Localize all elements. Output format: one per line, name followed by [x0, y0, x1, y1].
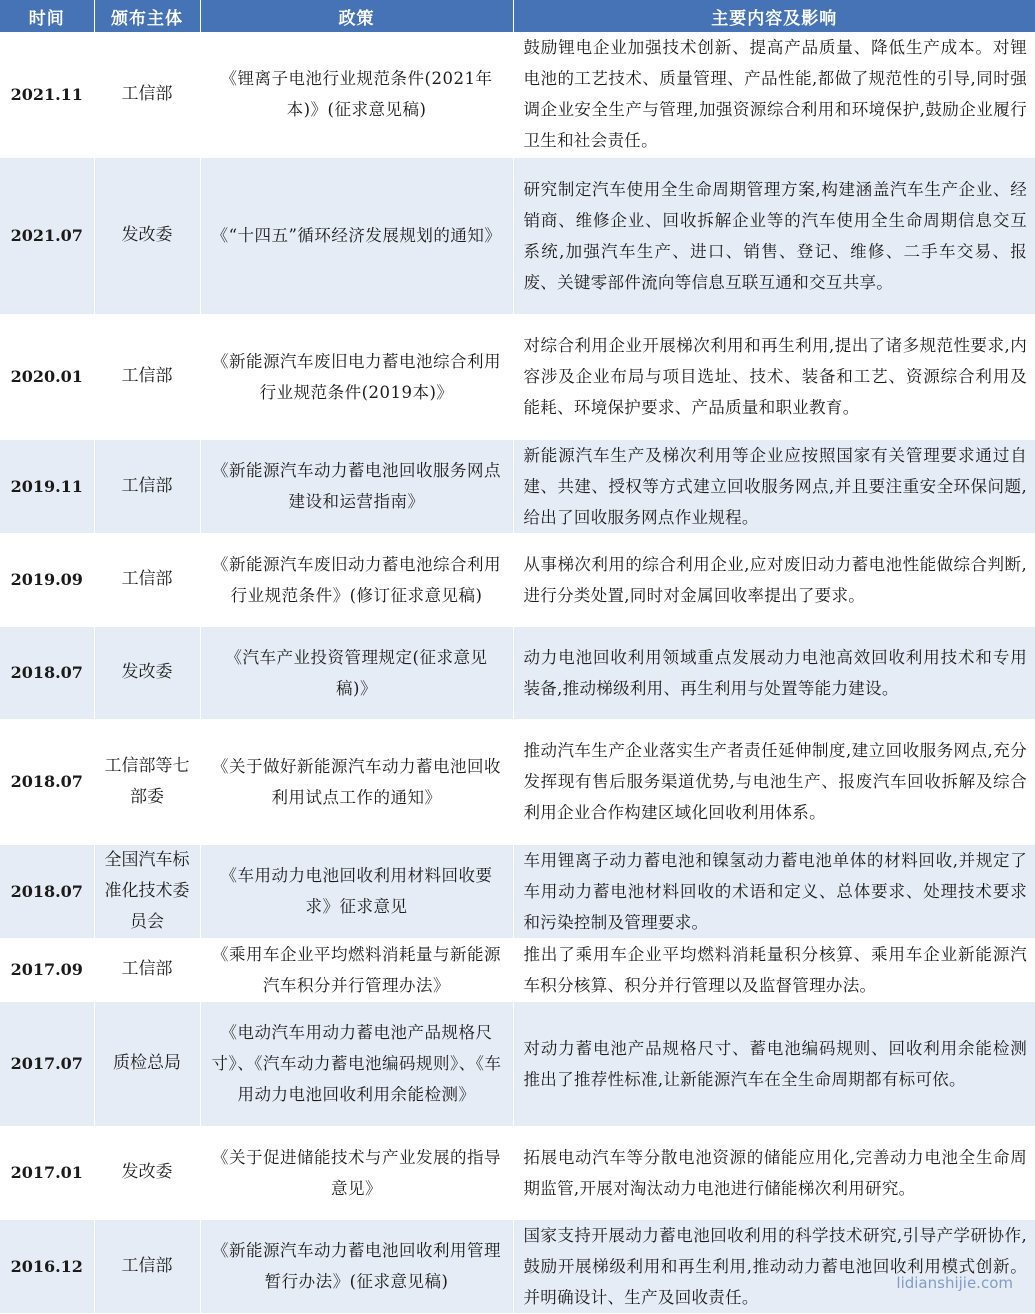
row-content: 鼓励锂电企业加强技术创新、提高产品质量、降低生产成本。对锂电池的工艺技术、质量管理、产品性能,都做了规范性的引导,同时强调企业安全生产与管理,加强资源综合利用和环境保护,鼓励企业履行卫生和社会责任。	[513, 32, 1035, 157]
row-time: 2019.09	[0, 533, 94, 626]
row-content: 国家支持开展动力蓄电池回收利用的科学技术研究,引导产学研协作,鼓励开展梯级利用和再生利用,推动动力蓄电池回收利用模式创新。并明确设计、生产及回收责任。	[513, 1219, 1035, 1313]
row-issuer: 工信部	[94, 32, 200, 157]
row-content: 研究制定汽车使用全生命周期管理方案,构建涵盖汽车生产企业、经销商、维修企业、回收拆解企业等的汽车使用全生命周期信息交互系统,加强汽车生产、进口、销售、登记、维修、二手车交易、报废、关键零部件流向等信息互联互通和交互共享。	[513, 157, 1035, 314]
row-time: 2018.07	[0, 719, 94, 844]
row-time: 2017.09	[0, 938, 94, 1001]
row-policy: 《新能源汽车废旧电力蓄电池综合利用行业规范条件(2019本)》	[200, 314, 513, 439]
table-row	[0, 1001, 1035, 1126]
row-time: 2018.07	[0, 626, 94, 719]
table-row	[0, 844, 1035, 938]
watermark: lidianshijie.com	[896, 1274, 1013, 1292]
row-issuer: 工信部	[94, 1219, 200, 1313]
table-row	[0, 1126, 1035, 1219]
table-row	[0, 314, 1035, 439]
row-policy: 《关于做好新能源汽车动力蓄电池回收利用试点工作的通知》	[200, 719, 513, 844]
table-row	[0, 719, 1035, 844]
table-row	[0, 157, 1035, 314]
row-content: 拓展电动汽车等分散电池资源的储能应用化,完善动力电池全生命周期监管,开展对淘汰动力电池进行储能梯次利用研究。	[513, 1126, 1035, 1219]
row-content: 对综合利用企业开展梯次利用和再生利用,提出了诸多规范性要求,内容涉及企业布局与项目选址、技术、装备和工艺、资源综合利用及能耗、环境保护要求、产品质量和职业教育。	[513, 314, 1035, 439]
row-time: 2021.07	[0, 157, 94, 314]
row-issuer: 工信部	[94, 439, 200, 533]
table-row	[0, 938, 1035, 1001]
header-issuer: 颁布主体	[94, 0, 200, 32]
row-content: 推出了乘用车企业平均燃料消耗量积分核算、乘用车企业新能源汽车积分核算、积分并行管理以及监督管理办法。	[513, 938, 1035, 1001]
table-row	[0, 439, 1035, 533]
header-policy: 政策	[200, 0, 513, 32]
row-issuer: 发改委	[94, 1126, 200, 1219]
row-issuer: 发改委	[94, 157, 200, 314]
table-row	[0, 1219, 1035, 1313]
row-content: 对动力蓄电池产品规格尺寸、蓄电池编码规则、回收利用余能检测推出了推荐性标准,让新能源汽车在全生命周期都有标可依。	[513, 1001, 1035, 1126]
row-issuer: 工信部	[94, 314, 200, 439]
table-row	[0, 32, 1035, 157]
row-content: 从事梯次利用的综合利用企业,应对废旧动力蓄电池性能做综合判断,进行分类处置,同时对金属回收率提出了要求。	[513, 533, 1035, 626]
table-body	[0, 32, 1035, 1313]
header-content: 主要内容及影响	[513, 0, 1035, 32]
row-time: 2017.01	[0, 1126, 94, 1219]
row-content: 车用锂离子动力蓄电池和镍氢动力蓄电池单体的材料回收,并规定了车用动力蓄电池材料回收的术语和定义、总体要求、处理技术要求和污染控制及管理要求。	[513, 844, 1035, 938]
row-issuer: 工信部	[94, 533, 200, 626]
row-time: 2017.07	[0, 1001, 94, 1126]
row-issuer: 全国汽车标准化技术委员会	[94, 844, 200, 938]
row-content: 推动汽车生产企业落实生产者责任延伸制度,建立回收服务网点,充分发挥现有售后服务渠道优势,与电池生产、报废汽车回收拆解及综合利用企业合作构建区域化回收利用体系。	[513, 719, 1035, 844]
table-row	[0, 626, 1035, 719]
table-row	[0, 533, 1035, 626]
row-policy: 《新能源汽车动力蓄电池回收利用管理暂行办法》(征求意见稿)	[200, 1219, 513, 1313]
header-row	[0, 0, 1035, 32]
row-policy: 《“十四五”循环经济发展规划的通知》	[200, 157, 513, 314]
row-policy: 《车用动力电池回收利用材料回收要求》征求意见	[200, 844, 513, 938]
row-content: 新能源汽车生产及梯次利用等企业应按照国家有关管理要求通过自建、共建、授权等方式建立回收服务网点,并且要注重安全环保问题,给出了回收服务网点作业规程。	[513, 439, 1035, 533]
row-issuer: 发改委	[94, 626, 200, 719]
row-policy: 《关于促进储能技术与产业发展的指导意见》	[200, 1126, 513, 1219]
row-policy: 《汽车产业投资管理规定(征求意见稿)》	[200, 626, 513, 719]
row-policy: 《乘用车企业平均燃料消耗量与新能源汽车积分并行管理办法》	[200, 938, 513, 1001]
row-time: 2021.11	[0, 32, 94, 157]
header-time: 时间	[0, 0, 94, 32]
row-time: 2018.07	[0, 844, 94, 938]
row-time: 2016.12	[0, 1219, 94, 1313]
row-time: 2019.11	[0, 439, 94, 533]
row-content: 动力电池回收利用领域重点发展动力电池高效回收利用技术和专用装备,推动梯级利用、再生利用与处置等能力建设。	[513, 626, 1035, 719]
row-time: 2020.01	[0, 314, 94, 439]
row-policy: 《新能源汽车动力蓄电池回收服务网点建设和运营指南》	[200, 439, 513, 533]
row-issuer: 工信部等七部委	[94, 719, 200, 844]
row-policy: 《新能源汽车废旧动力蓄电池综合利用行业规范条件》(修订征求意见稿)	[200, 533, 513, 626]
row-policy: 《锂离子电池行业规范条件(2021年本)》(征求意见稿)	[200, 32, 513, 157]
row-policy: 《电动汽车用动力蓄电池产品规格尺寸》、《汽车动力蓄电池编码规则》、《车用动力电池回收利用余能检测》	[200, 1001, 513, 1126]
row-issuer: 质检总局	[94, 1001, 200, 1126]
row-issuer: 工信部	[94, 938, 200, 1001]
table-header	[0, 0, 1035, 32]
